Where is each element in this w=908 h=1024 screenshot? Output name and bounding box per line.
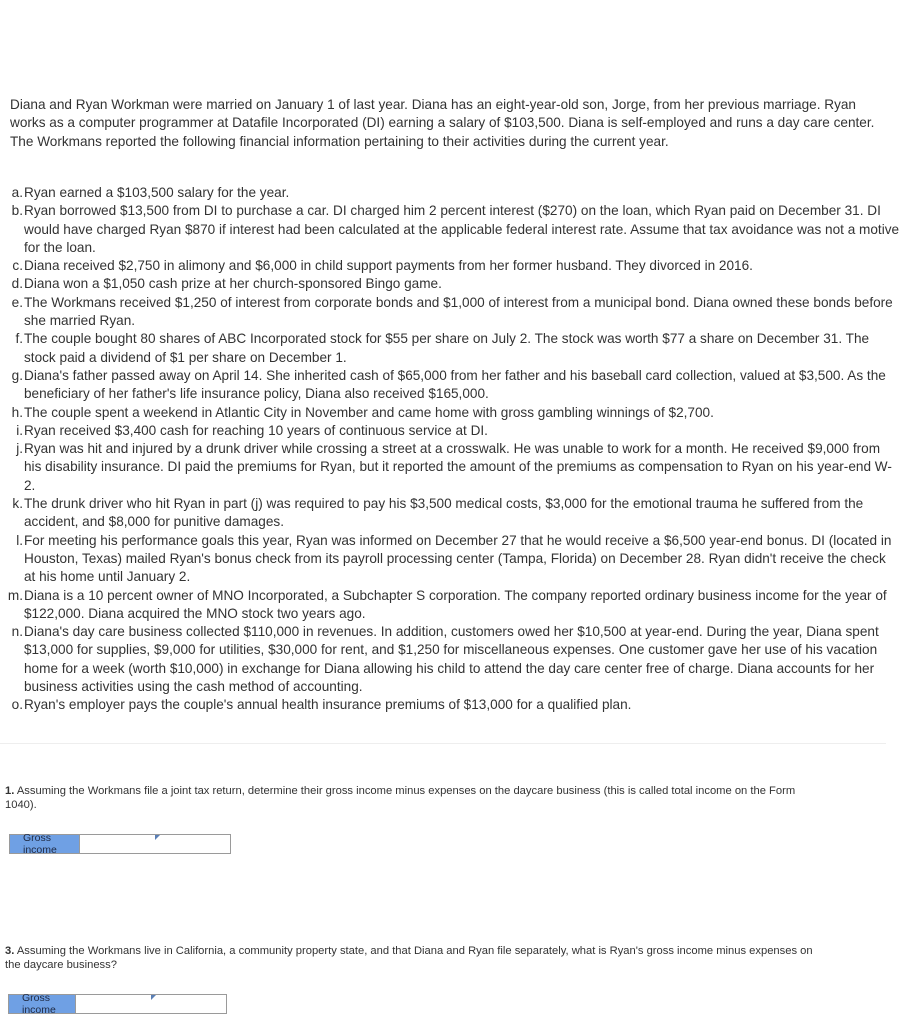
list-item: [0, 404, 900, 422]
item-letter: b.: [11, 203, 23, 219]
section-divider: [0, 743, 886, 744]
list-item: [0, 330, 900, 367]
question-text: Assuming the Workmans live in California, a community property state, and that Diana and Ryan file separately, what is Ryan's gross income minus expenses on the daycare business?: [5, 945, 813, 972]
item-letter: e.: [11, 294, 23, 310]
question-number: 1.: [5, 785, 15, 797]
item-text: Diana received $2,750 in alimony and $6,000 in child support payments from her former husband. They divorced in 2016.: [24, 258, 753, 274]
item-letter: o.: [11, 697, 23, 713]
list-item: [0, 184, 900, 202]
list-item: [0, 202, 900, 257]
item-letter: f.: [15, 331, 23, 347]
problem-intro: Diana and Ryan Workman were married on January 1 of last year. Diana has an eight-year-old son, Jorge, from her previous marriage. Ryan works as a computer programmer at Datafile Incorporated (DI) earning a salary of $103,500. Diana is self-employed and runs a day care center. The Workmans reported the following financial information pertaining to their activities during the current year.: [10, 97, 875, 149]
answer-row-1: [9, 834, 231, 854]
facts-list: [0, 184, 900, 715]
list-item: [0, 587, 900, 624]
item-text: Ryan's employer pays the couple's annual health insurance premiums of $13,000 for a qualified plan.: [24, 697, 632, 713]
item-text: The couple bought 80 shares of ABC Incorporated stock for $55 per share on July 2. The stock was worth $77 a share on December 31. The stock paid a dividend of $1 per share on December 1.: [24, 331, 870, 365]
item-text: Ryan was hit and injured by a drunk driver while crossing a street at a crosswalk. He was unable to work for a month. He received $9,000 from his disability insurance. DI paid the premiums for Ryan, but it reported the amount of the premiums as compensation to Ryan on his year-end W-2.: [24, 441, 892, 493]
answer-label: Gross income: [9, 995, 75, 1013]
item-letter: g.: [11, 367, 23, 383]
item-letter: a.: [11, 185, 23, 200]
item-letter: h.: [11, 404, 23, 420]
item-text: Ryan received $3,400 cash for reaching 10 years of continuous service at DI.: [24, 422, 488, 438]
item-letter: k.: [12, 496, 23, 512]
question-3: [5, 944, 825, 973]
item-text: Ryan earned a $103,500 salary for the year.: [24, 185, 290, 200]
list-item: [0, 532, 900, 587]
list-item: [0, 495, 900, 532]
item-letter: c.: [12, 258, 23, 274]
question-1: [5, 784, 825, 813]
item-letter: m.: [7, 587, 23, 603]
item-letter: n.: [11, 624, 23, 640]
marker-icon: [155, 835, 160, 840]
item-text: Ryan borrowed $13,500 from DI to purchase a car. DI charged him 2 percent interest ($270) on the loan, which Ryan paid on December 31. DI would have charged Ryan $870 if interest had been calculated at the applicable federal interest rate. Assume that tax avoidance was not a motive for the loan.: [24, 203, 900, 255]
item-letter: l.: [16, 532, 23, 548]
list-item: [0, 696, 900, 714]
question-number: 3.: [5, 945, 15, 957]
marker-icon: [151, 995, 156, 1000]
item-text: Diana's father passed away on April 14. She inherited cash of $65,000 from her father and his baseball card collection, valued at $3,500. As the beneficiary of her father's life insurance policy, Diana also received $165,000.: [24, 367, 886, 402]
answer-row-3: [8, 994, 227, 1014]
list-item: [0, 440, 900, 495]
list-item: [0, 257, 900, 275]
item-text: The drunk driver who hit Ryan in part (j) was required to pay his $3,500 medical costs, $3,000 for the emotional trauma he suffered from the accident, and $8,000 for punitive damages.: [24, 496, 864, 530]
list-item: [0, 623, 900, 696]
answer-label: Gross income: [10, 835, 79, 853]
item-text: The Workmans received $1,250 of interest from corporate bonds and $1,000 of interest from a municipal bond. Diana owned these bonds before she married Ryan.: [24, 294, 893, 329]
item-text: Diana's day care business collected $110,000 in revenues. In addition, customers owed her $10,500 at year-end. During the year, Diana spent $13,000 for supplies, $9,000 for utilities, $30,000 for rent, and $1,250 for miscellaneous expenses. One customer gave her use of his vacation home for a week (worth $10,000) in exchange for Diana allowing his child to attend the day care center free of charge. Diana accounts for her business activities using the cash method of accounting.: [24, 624, 879, 695]
item-text: The couple spent a weekend in Atlantic City in November and came home with gross gambling winnings of $2,700.: [24, 404, 714, 420]
item-letter: d.: [11, 276, 23, 292]
item-text: For meeting his performance goals this year, Ryan was informed on December 27 that he would receive a $6,500 year-end bonus. DI (located in Houston, Texas) mailed Ryan's bonus check from its payroll processing center (Tampa, Florida) on December 28. Ryan didn't receive the check at his home until January 2.: [24, 532, 892, 585]
item-text: Diana is a 10 percent owner of MNO Incorporated, a Subchapter S corporation. The company reported ordinary business income for the year of $122,000. Diana acquired the MNO stock two years ago.: [24, 587, 887, 621]
question-text: Assuming the Workmans file a joint tax return, determine their gross income minus expenses on the daycare business (this is called total income on the Form 1040).: [5, 785, 796, 812]
item-letter: j.: [16, 441, 23, 457]
list-item: [0, 294, 900, 331]
item-letter: i.: [16, 422, 23, 438]
list-item: [0, 367, 900, 404]
item-text: Diana won a $1,050 cash prize at her church-sponsored Bingo game.: [24, 276, 442, 292]
list-item: [0, 422, 900, 440]
list-item: [0, 275, 900, 293]
